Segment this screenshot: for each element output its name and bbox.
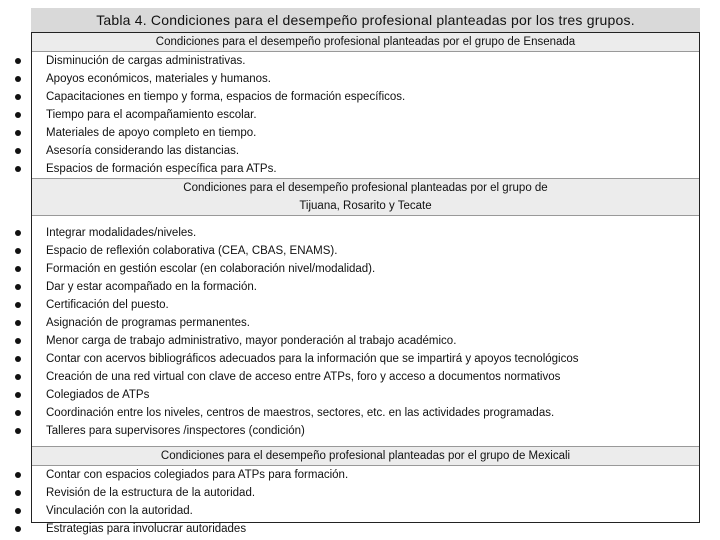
list-item: Espacios de formación específica para ATPs. (32, 160, 699, 178)
section-heading-text: Condiciones para el desempeño profesional planteadas por el grupo de Mexicali (160, 450, 571, 462)
list-item: Asesoría considerando las distancias. (32, 142, 699, 160)
list-item: Espacio de reflexión colaborativa (CEA, CBAS, ENAMS). (32, 242, 699, 260)
conditions-table (31, 32, 700, 535)
bullet-icon (15, 356, 21, 362)
section-heading-ensenada (32, 33, 699, 52)
list-item: Contar con espacios colegiados para ATPs para formación. (32, 466, 699, 484)
bullet-icon (15, 112, 21, 118)
section-heading-mexicali (32, 446, 699, 466)
section-heading-text: Condiciones para el desempeño profesional planteadas por el grupo de (183, 182, 548, 194)
bullet-icon (15, 266, 21, 272)
bullet-icon (15, 166, 21, 172)
bullet-icon (15, 508, 21, 514)
section-heading-text: Condiciones para el desempeño profesional planteadas por el grupo de Ensenada (155, 36, 576, 48)
bullet-icon (15, 230, 21, 236)
list-item: Disminución de cargas administrativas. (32, 52, 699, 70)
list-item: Materiales de apoyo completo en tiempo. (32, 124, 699, 142)
bullet-icon (15, 130, 21, 136)
list-tijuana (32, 224, 699, 440)
bullet-icon (15, 472, 21, 478)
bullet-icon (15, 94, 21, 100)
list-item: Apoyos económicos, materiales y humanos. (32, 70, 699, 88)
bullet-icon (15, 58, 21, 64)
list-mexicali (32, 466, 699, 538)
section-heading-text-line2: Tijuana, Rosarito y Tecate (299, 200, 432, 212)
bullet-icon (15, 284, 21, 290)
list-item: Integrar modalidades/niveles. (32, 224, 699, 242)
list-item: Creación de una red virtual con clave de acceso entre ATPs, foro y acceso a documentos normativos (32, 368, 699, 386)
bullet-icon (15, 428, 21, 434)
bullet-icon (15, 410, 21, 416)
list-ensenada (32, 52, 699, 178)
bullet-icon (15, 302, 21, 308)
list-item: Formación en gestión escolar (en colaboración nivel/modalidad). (32, 260, 699, 278)
bullet-icon (15, 392, 21, 398)
list-item: Tiempo para el acompañamiento escolar. (32, 106, 699, 124)
table-title: Tabla 4. Condiciones para el desempeño profesional planteadas por los tres grupos. (31, 8, 700, 32)
bullet-icon (15, 320, 21, 326)
bullet-icon (15, 338, 21, 344)
list-item: Talleres para supervisores /inspectores (condición) (32, 422, 699, 440)
bullet-icon (15, 526, 21, 532)
list-item: Certificación del puesto. (32, 296, 699, 314)
bullet-icon (15, 76, 21, 82)
list-item: Contar con acervos bibliográficos adecuados para la información que se impartirá y apoyos tecnológicos (32, 350, 699, 368)
list-item: Vinculación con la autoridad. (32, 502, 699, 520)
bullet-icon (15, 148, 21, 154)
list-item: Dar y estar acompañado en la formación. (32, 278, 699, 296)
section-heading-tijuana (32, 178, 699, 216)
bullet-icon (15, 248, 21, 254)
list-item: Estrategias para involucrar autoridades (32, 520, 699, 538)
list-item: Coordinación entre los niveles, centros de maestros, sectores, etc. en las actividades programadas. (32, 404, 699, 422)
list-item: Revisión de la estructura de la autoridad. (32, 484, 699, 502)
list-item: Asignación de programas permanentes. (32, 314, 699, 332)
list-item: Colegiados de ATPs (32, 386, 699, 404)
bullet-icon (15, 374, 21, 380)
list-item: Capacitaciones en tiempo y forma, espacios de formación específicos. (32, 88, 699, 106)
bullet-icon (15, 490, 21, 496)
list-item: Menor carga de trabajo administrativo, mayor ponderación al trabajo académico. (32, 332, 699, 350)
